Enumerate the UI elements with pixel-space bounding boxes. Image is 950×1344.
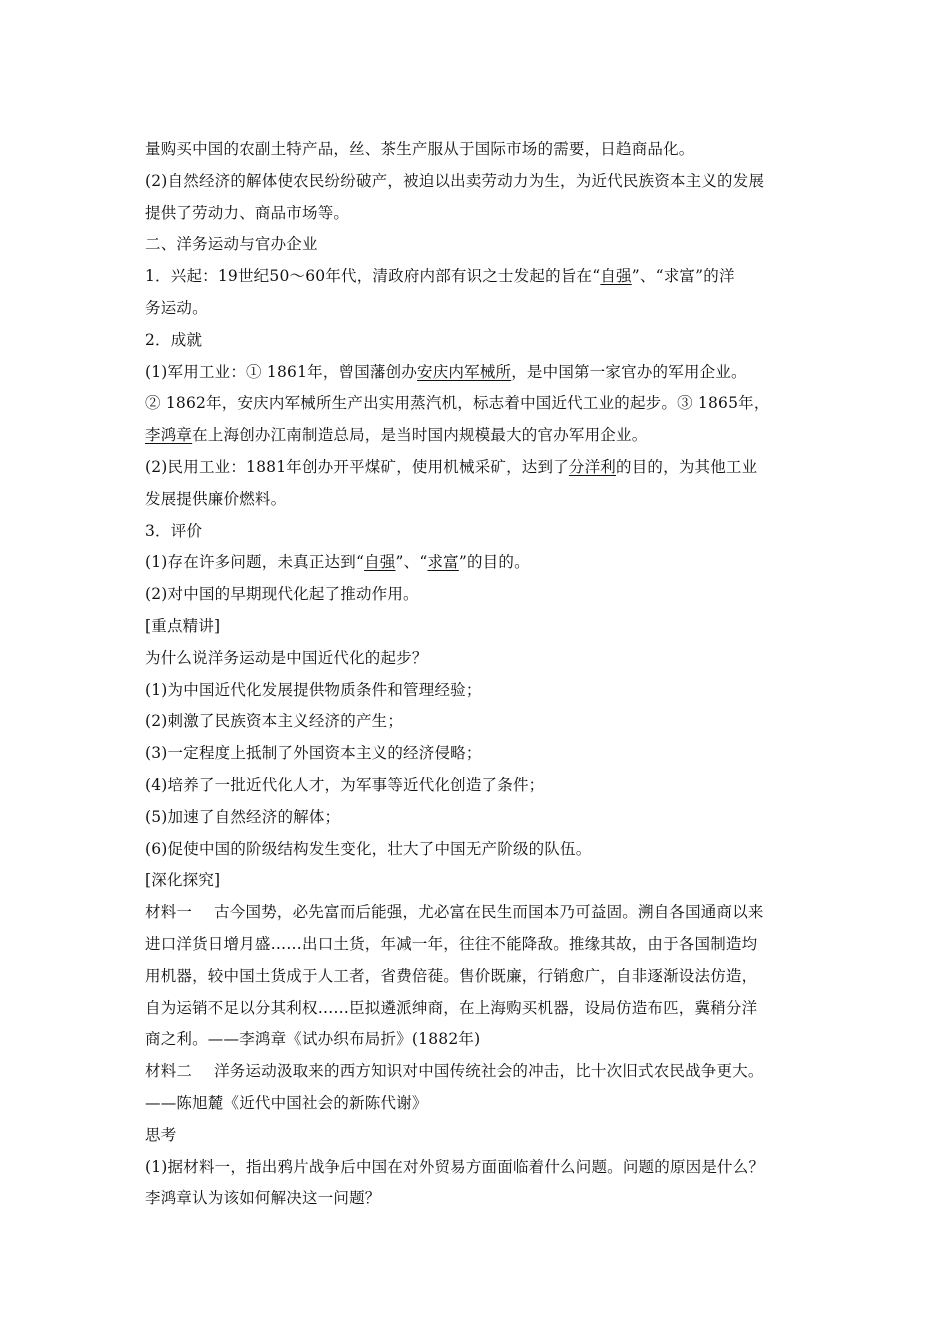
text: 洋务运动汲取来的西方知识对中国传统社会的冲击，比十次旧式农民战争更大。 — [214, 1062, 764, 1081]
text: (1)为中国近代化发展提供物质条件和管理经验； — [145, 680, 482, 699]
text: ② 1862年，安庆内军械所生产出实用蒸汽机，标志着中国近代工业的起步。③ 1865年， — [145, 394, 770, 413]
text: 3．评价 — [145, 521, 203, 540]
underlined-answer: 求富 — [427, 553, 459, 572]
text: (4)培养了一批近代化人才，为军事等近代化创造了条件； — [145, 775, 545, 794]
paragraph-line — [145, 1056, 815, 1088]
text: ”、“求富”的洋 — [631, 267, 735, 286]
paragraph-line — [145, 547, 815, 579]
subheading — [145, 516, 815, 548]
subheading — [145, 325, 815, 357]
text: 1．兴起：19世纪50～60年代，清政府内部有识之士发起的旨在“ — [145, 267, 601, 286]
text: 为什么说洋务运动是中国近代化的起步？ — [145, 648, 428, 667]
section-heading — [145, 229, 815, 261]
material-label: 材料一 — [145, 903, 193, 922]
text: (6)促使中国的阶级结构发生变化，壮大了中国无产阶级的队伍。 — [145, 839, 592, 858]
material-label: 材料二 — [145, 1062, 193, 1081]
list-item — [145, 738, 815, 770]
text: 提供了劳动力、商品市场等。 — [145, 203, 350, 222]
text: 发展提供廉价燃料。 — [145, 489, 287, 508]
list-item — [145, 706, 815, 738]
paragraph-line — [145, 484, 815, 516]
text: (1)军用工业：① 1861年，曾国藩创办 — [145, 362, 418, 381]
text: 思考 — [145, 1125, 177, 1144]
paragraph-line — [145, 897, 815, 929]
text: ，是中国第一家官办的军用企业。 — [511, 362, 747, 381]
text: (1)据材料一，指出鸦片战争后中国在对外贸易方面面临着什么问题。问题的原因是什么？ — [145, 1157, 765, 1176]
text: ”、“ — [395, 553, 428, 572]
list-item — [145, 770, 815, 802]
subheading — [145, 1120, 815, 1152]
text: 自为运销不足以分其利权……臣拟遴派绅商，在上海购买机器，设局仿造布匹，冀稍分洋 — [145, 998, 758, 1017]
paragraph-line — [145, 1183, 815, 1215]
text: (2)自然经济的解体使农民纷纷破产，被迫以出卖劳动力为生，为近代民族资本主义的发展 — [145, 171, 765, 190]
text: 量购买中国的农副土特产品，丝、茶生产服从于国际市场的需要，日趋商品化。 — [145, 140, 695, 158]
text: [重点精讲] — [145, 616, 221, 635]
paragraph-line — [145, 293, 815, 325]
list-item — [145, 802, 815, 834]
text: ——陈旭麓《近代中国社会的新陈代谢》 — [145, 1093, 428, 1112]
paragraph-line — [145, 420, 815, 452]
text: 进口洋货日增月盛……出口土货，年减一年，往往不能降敌。推缘其故，由于各国制造均 — [145, 934, 758, 953]
text: (2)对中国的早期现代化起了推动作用。 — [145, 585, 419, 604]
list-item — [145, 675, 815, 707]
paragraph-line — [145, 1024, 815, 1056]
paragraph-line — [145, 1152, 815, 1184]
underlined-answer: 李鸿章 — [145, 426, 193, 445]
bracket-heading — [145, 865, 815, 897]
text: [深化探究] — [145, 871, 221, 890]
paragraph-line — [145, 261, 815, 293]
text: 李鸿章认为该如何解决这一问题？ — [145, 1189, 381, 1208]
text: 商之利。——李鸿章《试办织布局折》(1882年) — [145, 1030, 481, 1049]
paragraph-line — [145, 1088, 815, 1120]
underlined-answer: 自强 — [600, 267, 632, 286]
underlined-answer: 安庆内军械所 — [417, 362, 512, 381]
text: 2．成就 — [145, 330, 203, 349]
paragraph-line — [145, 166, 815, 198]
paragraph-line — [145, 452, 815, 484]
bracket-heading — [145, 611, 815, 643]
underlined-answer: 分洋利 — [568, 457, 617, 476]
paragraph-line — [145, 961, 815, 993]
paragraph-line — [145, 134, 815, 166]
document-page — [145, 134, 815, 1215]
text: (2)刺激了民族资本主义经济的产生； — [145, 712, 404, 731]
paragraph-line — [145, 929, 815, 961]
text: (5)加速了自然经济的解体； — [145, 807, 341, 826]
paragraph-line — [145, 357, 815, 389]
paragraph-line — [145, 993, 815, 1025]
text: 务运动。 — [145, 298, 208, 317]
text: (3)一定程度上抵制了外国资本主义的经济侵略； — [145, 744, 482, 763]
paragraph-line — [145, 579, 815, 611]
text: 古今国势，必先富而后能强，尤必富在民生而国本乃可益固。溯自各国通商以来 — [214, 903, 764, 922]
text: 的目的，为其他工业 — [616, 457, 758, 476]
paragraph-line — [145, 643, 815, 675]
paragraph-line — [145, 388, 815, 420]
underlined-answer: 自强 — [364, 553, 396, 572]
text: 在上海创办江南制造总局，是当时国内规模最大的官办军用企业。 — [192, 426, 648, 445]
paragraph-line — [145, 198, 815, 230]
text: ”的目的。 — [458, 553, 530, 572]
list-item — [145, 834, 815, 866]
text: (1)存在许多问题，未真正达到“ — [145, 553, 365, 572]
text: 用机器，较中国土货成于人工者，省费倍蓰。售价既廉，行销愈广，自非逐渐设法仿造， — [145, 966, 758, 985]
heading-text: 二、洋务运动与官办企业 — [145, 235, 318, 254]
text: (2)民用工业：1881年创办开平煤矿，使用机械采矿，达到了 — [145, 457, 569, 476]
